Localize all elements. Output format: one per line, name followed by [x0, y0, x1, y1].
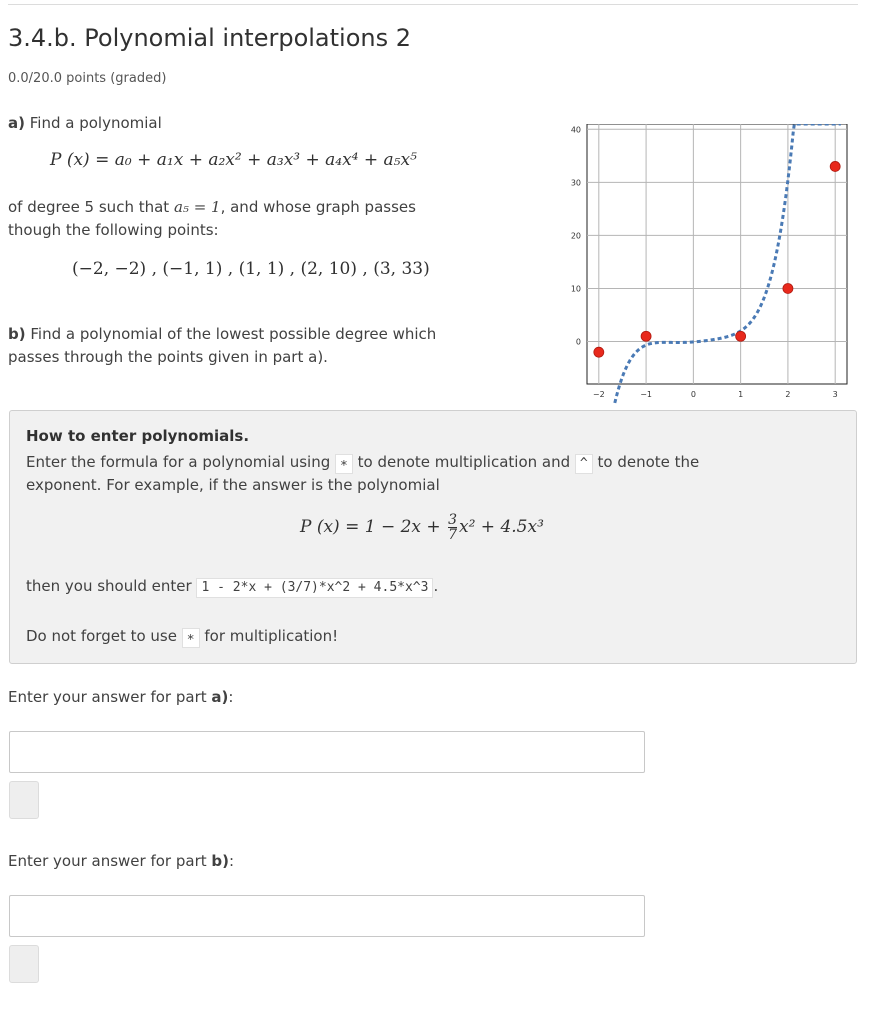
answer-a-input[interactable]	[9, 731, 645, 773]
top-divider	[8, 4, 858, 5]
example-fraction: $\frac{3}{7}$	[448, 512, 457, 543]
reminder-line: Do not forget to use ∗ for multiplication!	[26, 627, 338, 648]
multiplication-symbol: ∗	[335, 454, 353, 474]
answer-b-input[interactable]	[9, 895, 645, 937]
part-a-intro	[8, 112, 162, 135]
y-tick-label: 20	[570, 231, 581, 241]
part-b-text: b) Find a polynomial of the lowest possible degree which passes through the points given in part a).	[8, 325, 437, 366]
degree-condition: a₅ = 1	[173, 198, 221, 216]
part-a-intro-text: Find a polynomial	[29, 114, 162, 132]
answer-b-prompt: Enter your answer for part b):	[8, 852, 235, 870]
problem-title: 3.4.b. Polynomial interpolations 2	[8, 24, 411, 52]
data-point	[736, 331, 746, 341]
help-heading: How to enter polynomials.	[26, 427, 250, 445]
x-tick-label: −1	[640, 390, 652, 399]
example-entry-line: then you should enter 1 - 2*x + (3/7)*x^2 + 4.5*x^3 .	[26, 577, 438, 598]
answer-a-status	[9, 781, 39, 819]
answer-a-prompt: Enter your answer for part a):	[8, 688, 234, 706]
x-tick-label: −2	[592, 390, 605, 399]
part-b-label: b)	[8, 325, 26, 343]
y-tick-label: 30	[570, 178, 581, 188]
reminder-symbol: ∗	[182, 628, 200, 648]
part-a-description: of degree 5 such that a₅ = 1, and whose graph passes though the following points:	[8, 198, 416, 239]
example-formula: P (x) = 1 − 2x + $\frac{3}{7}$ x² + 4.5x³	[300, 512, 544, 543]
help-box	[9, 410, 857, 664]
data-point	[830, 161, 840, 171]
exponent-symbol: ^	[575, 454, 593, 474]
help-instructions: Enter the formula for a polynomial using ∗ to denote multiplication and ^ to denote the exponent. For example, if the answer is the polynomial	[26, 453, 700, 494]
data-point	[594, 347, 604, 357]
points-status: 0.0/20.0 points (graded)	[8, 71, 167, 86]
x-tick-label: 1	[738, 390, 744, 399]
y-tick-label: 40	[570, 125, 581, 135]
part-a-label: a)	[8, 114, 25, 132]
x-tick-label: 3	[832, 390, 838, 399]
data-point	[783, 283, 793, 293]
x-tick-label: 0	[690, 390, 696, 399]
y-tick-label: 0	[575, 337, 581, 347]
data-point	[641, 331, 651, 341]
x-tick-label: 2	[785, 390, 791, 399]
y-tick-label: 10	[570, 284, 581, 294]
example-code: 1 - 2*x + (3/7)*x^2 + 4.5*x^3	[196, 578, 433, 598]
points-list: (−2, −2) , (−1, 1) , (1, 1) , (2, 10) , (3, 33)	[72, 259, 430, 279]
part-a-formula: P (x) = a₀ + a₁x + a₂x² + a₃x³ + a₄x⁴ + a₅x⁵	[50, 150, 417, 170]
plot-area	[587, 124, 847, 384]
answer-b-status	[9, 945, 39, 983]
interpolation-chart	[555, 124, 855, 404]
